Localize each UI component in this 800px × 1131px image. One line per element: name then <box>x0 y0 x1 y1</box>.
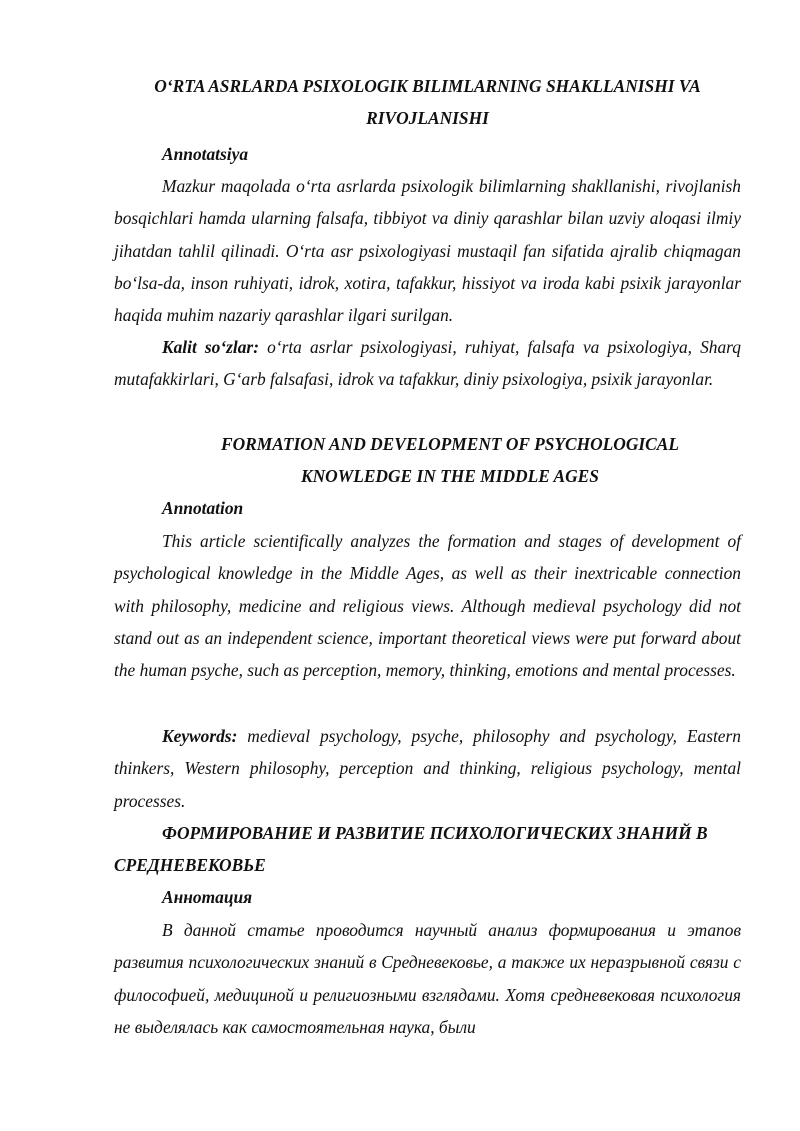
uz-keywords-label: Kalit so‘zlar: <box>162 337 259 357</box>
en-title: FORMATION AND DEVELOPMENT OF PSYCHOLOGICAL KNOWLEDGE IN THE MIDDLE AGES <box>220 434 679 487</box>
uz-keywords-text: o‘rta asrlar psixologiyasi, ruhiyat, falsafa va psixologiya, Sharq mutafakkirlari, G‘arb falsafasi, idrok va tafakkur, diniy psixologiya, psixik jarayonlar. <box>114 337 741 390</box>
en-keywords-text: medieval psychology, psyche, philosophy and psychology, Eastern thinkers, Western philosophy, perception and thinking, religious psychology, mental processes. <box>114 726 741 811</box>
en-annotation-text: This article scientifically analyzes the formation and stages of development of psychological knowledge in the Middle Ages, as well as their inextricable connection with philosophy, medicine and religious views. Although medieval psychology did not stand out as an independent science, important theoretical views were put forward about the human psyche, such as perception, memory, thinking, emotions and mental processes. <box>114 531 741 681</box>
uz-title: O‘RTA ASRLARDA PSIXOLOGIK BILIMLARNING SHAKLLANISHI VA RIVOJLANISHI <box>154 76 701 129</box>
uz-annotation-heading: Annotatsiya <box>162 144 249 164</box>
ru-title: ФОРМИРОВАНИЕ И РАЗВИТИЕ ПСИХОЛОГИЧЕСКИХ ЗНАНИЙ В СРЕДНЕВЕКОВЬЕ <box>114 823 708 876</box>
en-keywords-label: Keywords: <box>162 726 238 746</box>
ru-annotation-heading: Аннотация <box>162 887 253 907</box>
uz-keywords <box>114 331 741 396</box>
ru-annotation-text: В данной статье проводится научный анализ формирования и этапов развития психологических знаний в Средневековье, а также их неразрывной связи с философией, медициной и религиозными взглядами. Хотя средневековая психология не выделялась как самостоятельная наука, были <box>114 920 741 1037</box>
en-annotation-heading: Annotation <box>162 498 244 518</box>
en-keywords <box>114 720 741 817</box>
uz-annotation-text: Mazkur maqolada o‘rta asrlarda psixologik bilimlarning shakllanishi, rivojlanish bosqichlari hamda ularning falsafa, tibbiyot va diniy qarashlar bilan uzviy aloqasi ilmiy jihatdan tahlil qilinadi. O‘rta asr psixologiyasi mustaqil fan sifatida ajralib chiqmagan bo‘lsa-da, inson ruhiyati, idrok, xotira, tafakkur, hissiyot va iroda kabi psixik jarayonlar haqida muhim nazariy qarashlar ilgari surilgan. <box>114 176 741 326</box>
